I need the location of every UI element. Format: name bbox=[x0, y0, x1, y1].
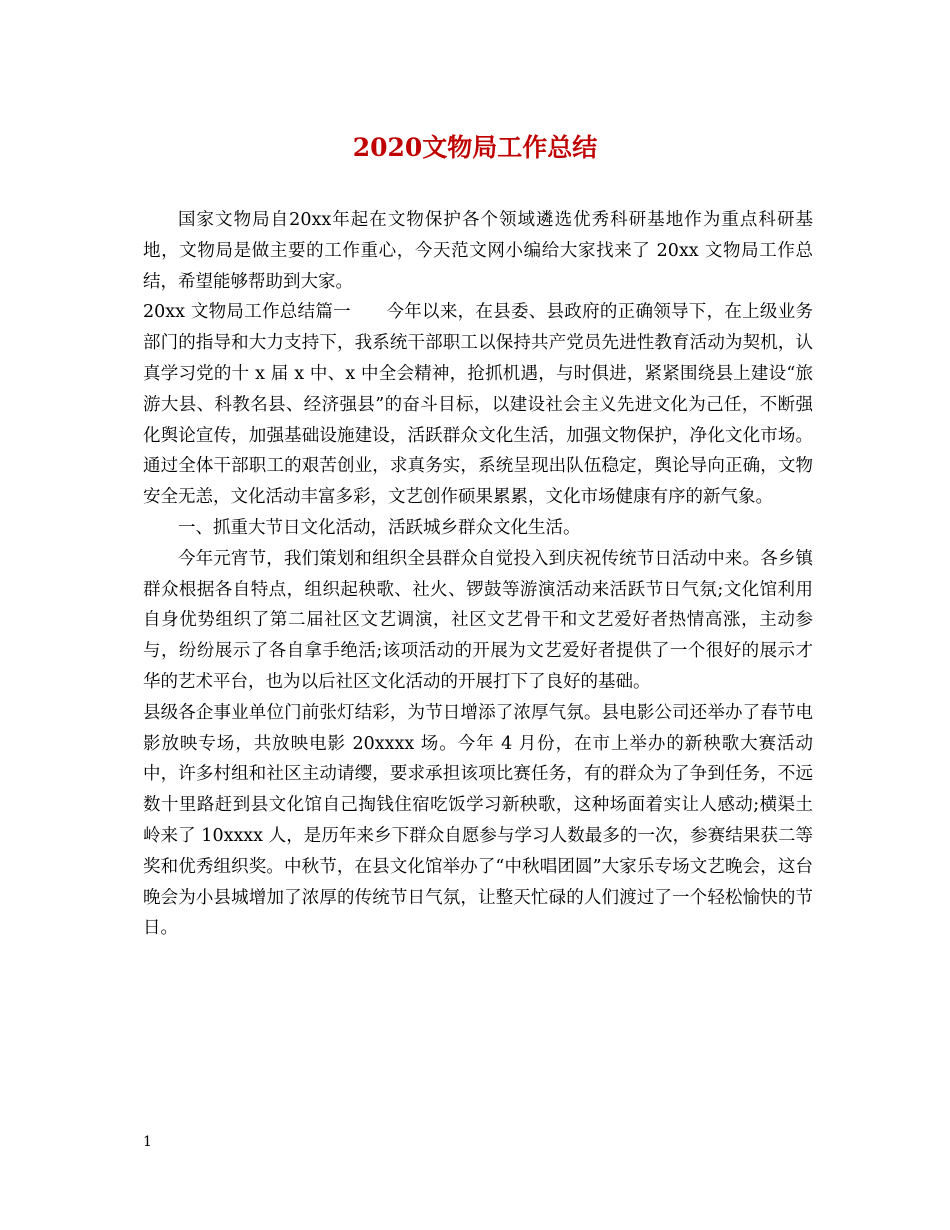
paragraph-lantern-festival: 今年元宵节，我们策划和组织全县群众自觉投入到庆祝传统节日活动中来。各乡镇群众根据各自特点，组织起秧歌、社火、锣鼓等游演活动来活跃节日气氛;文化馆利用自身优势组织了第二届社区文艺调演，社区文艺骨干和文艺爱好者热情高涨，主动参与，纷纷展示了各自拿手绝活;该项活动的开展为文艺爱好者提供了一个很好的展示才华的艺术平台，也为以后社区文化活动的开展打下了良好的基础。 bbox=[143, 548, 813, 692]
page-number: 1 bbox=[143, 1134, 152, 1150]
document-body bbox=[143, 205, 813, 944]
section-heading-one: 一、抓重大节日文化活动，活跃城乡群众文化生活。 bbox=[178, 517, 581, 538]
document-title: 2020文物局工作总结 bbox=[352, 133, 598, 162]
paragraph-county-events: 县级各企事业单位门前张灯结彩，为节日增添了浓厚气氛。县电影公司还举办了春节电影放映专场，共放映电影 20xxxx 场。今年 4 月份，在市上举办的新秧歌大赛活动中，许多村组和社区主动请缨，要求承担该项比赛任务，有的群众为了争到任务，不远数十里路赶到县文化馆自己掏钱住宿吃饭学习新秧歌，这种场面着实让人感动;横渠土岭来了 10xxxx 人，是历年来乡下群众自愿参与学习人数最多的一次，参赛结果获二等奖和优秀组织奖。中秋节，在县文化馆举办了“中秋唱团圆”大家乐专场文艺晚会，这台晚会为小县城增加了浓厚的传统节日气氛，让整天忙碌的人们渡过了一个轻松愉快的节日。 bbox=[143, 702, 813, 939]
paragraph-intro: 国家文物局自20xx年起在文物保护各个领域遴选优秀科研基地作为重点科研基地，文物局是做主要的工作重心，今天范文网小编给大家找来了 20xx 文物局工作总结，希望能够帮助到大家。 bbox=[143, 210, 813, 292]
paragraph-part-one: 20xx 文物局工作总结篇一 今年以来，在县委、县政府的正确领导下，在上级业务部门的指导和大力支持下，我系统干部职工以保持共产党员先进性教育活动为契机，认真学习党的十 x 届 x 中、x 中全会精神，抢抓机遇，与时俱进，紧紧围绕县上建设“旅游大县、科教名县、经济强县”的奋斗目标，以建设社会主义先进文化为己任，不断强化舆论宣传，加强基础设施建设，活跃群众文化生活，加强文物保护，净化文化市场。通过全体干部职工的艰苦创业，求真务实，系统呈现出队伍稳定，舆论导向正确，文物安全无恙，文化活动丰富多彩，文艺创作硕果累累，文化市场健康有序的新气象。 bbox=[143, 302, 813, 508]
